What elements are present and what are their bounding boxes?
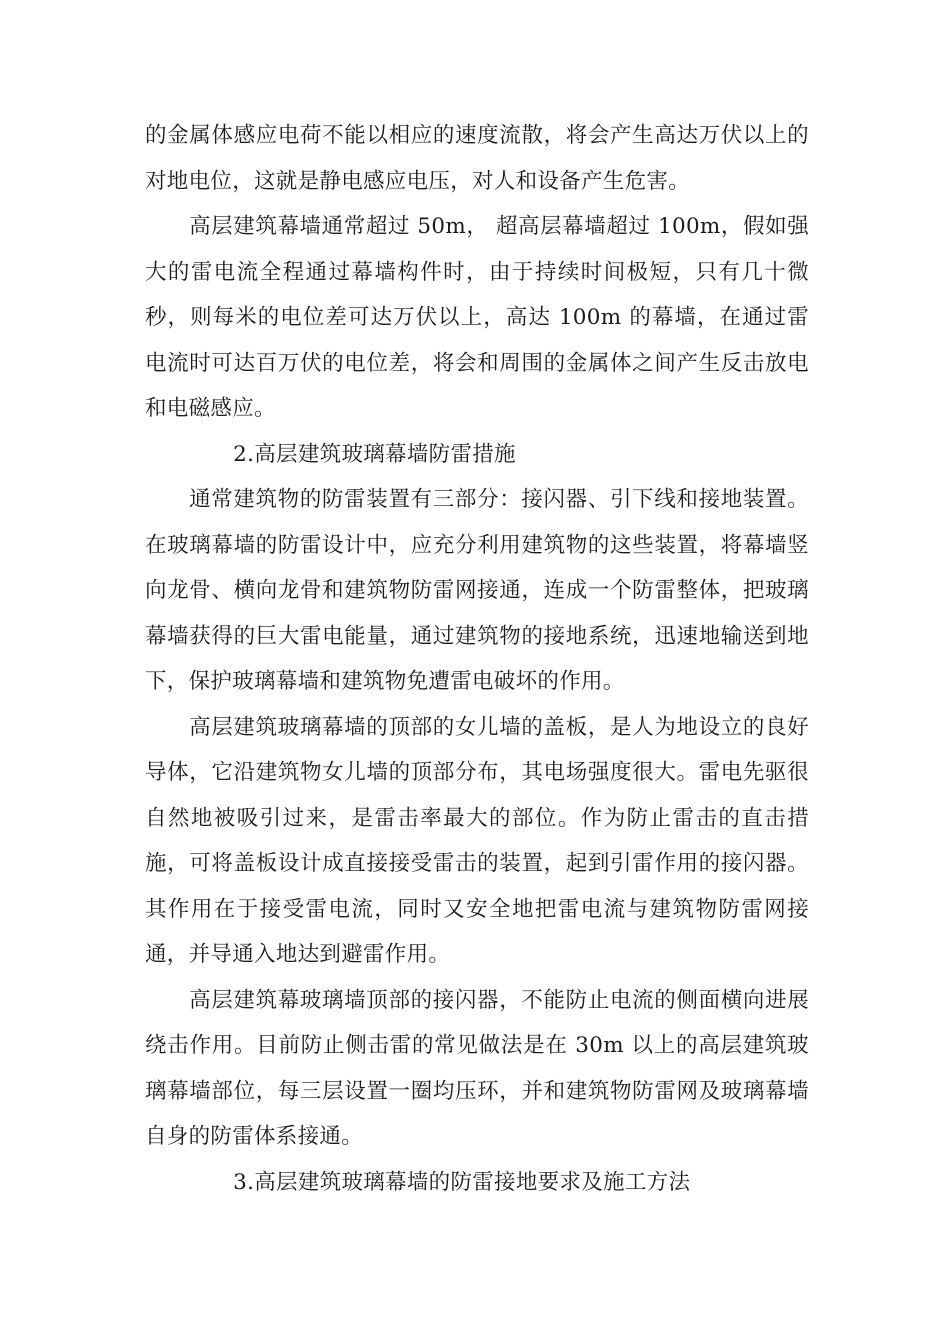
paragraph-side-strike: 高层建筑幕玻璃墙顶部的接闪器，不能防止电流的侧面横向进展绕击作用。目前防止侧击雷的常见做法是在 30m 以上的高层建筑玻璃幕墙部位，每三层设置一圈均压环，并和建筑物防雷网及玻璃幕墙自身的防雷体系接通。 xyxy=(145,987,809,1149)
paragraph-protection-devices: 通常建筑物的防雷装置有三部分：接闪器、引下线和接地装置。在玻璃幕墙的防雷设计中，应充分利用建筑物的这些装置，将幕墙竖向龙骨、横向龙骨和建筑物防雷网接通，连成一个防雷整体，把玻璃幕墙获得的巨大雷电能量，通过建筑物的接地系统，迅速地输送到地下，保护玻璃幕墙和建筑物免遭雷电破坏的作用。 xyxy=(145,487,809,694)
section-heading-3: 3.高层建筑玻璃幕墙的防雷接地要求及施工方法 xyxy=(233,1169,691,1195)
document-body xyxy=(145,113,809,1205)
paragraph-height-voltage: 高层建筑幕墙通常超过 50m， 超高层幕墙超过 100m，假如强大的雷电流全程通过幕墙构件时，由于持续时间极短，只有几十微秒，则每米的电位差可达万伏以上，高达 100m 的幕墙，在通过雷电流时可达百万伏的电位差，将会和周围的金属体之间产生反击放电和电磁感应。 xyxy=(145,214,809,421)
paragraph-continuation: 的金属体感应电荷不能以相应的速度流散，将会产生高达万伏以上的对地电位，这就是静电感应电压，对人和设备产生危害。 xyxy=(145,123,809,194)
section-heading-2: 2.高层建筑玻璃幕墙防雷措施 xyxy=(233,441,516,467)
paragraph-parapet-cover: 高层建筑玻璃幕墙的顶部的女儿墙的盖板，是人为地设立的良好导体，它沿建筑物女儿墙的顶部分布，其电场强度很大。雷电先驱很自然地被吸引过来，是雷击率最大的部位。作为防止雷击的直击措施，可将盖板设计成直接接受雷击的装置，起到引雷作用的接闪器。其作用在于接受雷电流，同时又安全地把雷电流与建筑物防雷网接通，并导通入地达到避雷作用。 xyxy=(145,714,809,967)
